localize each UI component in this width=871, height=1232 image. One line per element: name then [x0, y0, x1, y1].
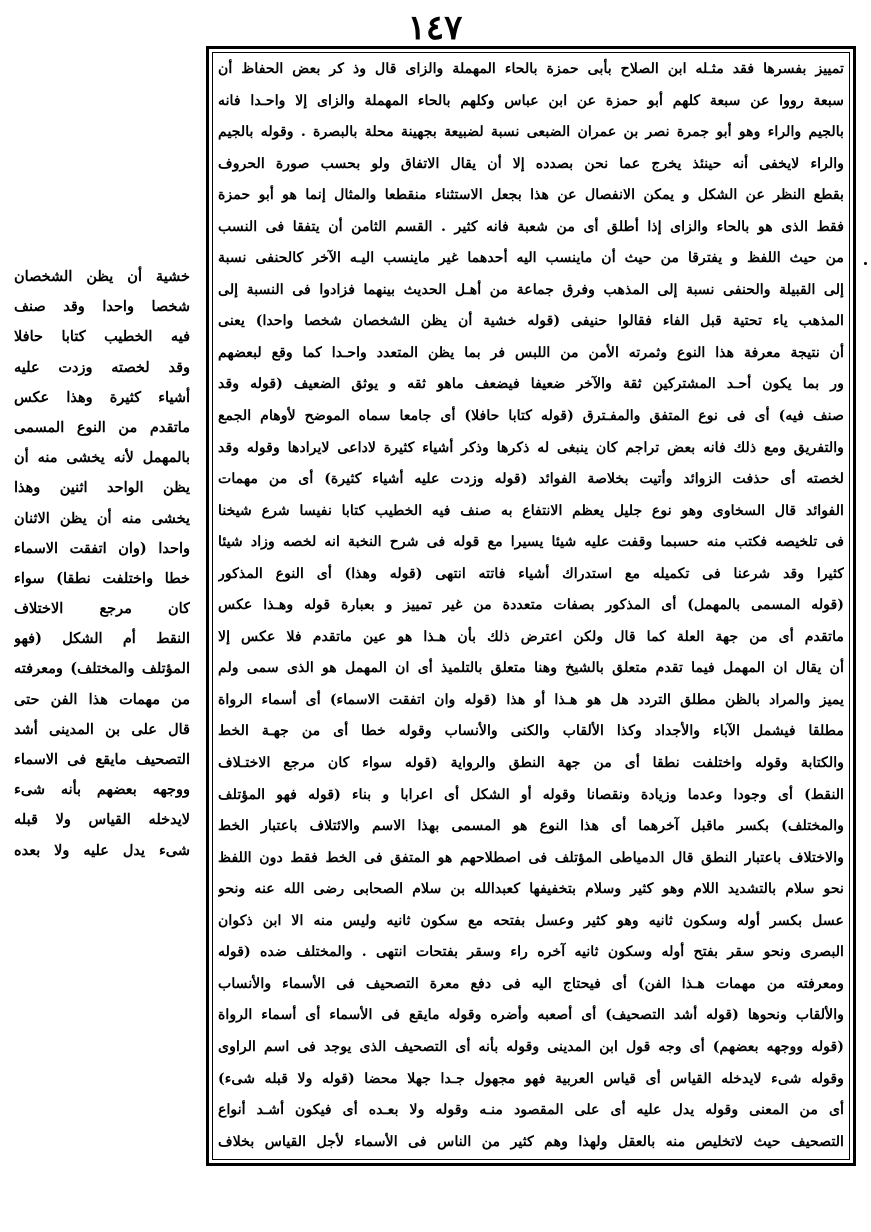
main-text-line: صنف فيه) أى فى نوع المتفق والمفـترق (قوله كتابا حافلا) أى جامعا سماه الموضح لأوهام الجمع [218, 408, 844, 425]
margin-matn-text [14, 262, 190, 866]
main-text-line: المذهب ياء تحتية قبل الفاء فقالوا حنيفى (قوله خشية أن يظن الشخصان شخصا واحدا) يعنى [218, 313, 844, 330]
main-text-line: سبعة رووا عن سبعة كلهم أبو حمزة عن ابن عباس وكلهم بالحاء المهملة والزاى إلا واحـدا فانه [218, 92, 844, 109]
main-text-line: كثيرا وقد شرعنا فى تكميله مع استدراك أشياء فاتته انتهى (قوله وهذا) أى النوع المذكور [218, 565, 844, 582]
main-text-line: أى من المعنى وقوله يدل عليه أى على المقصود منـه وقوله ولا بعـده أى فيكون أشـد أنواع [218, 1102, 844, 1119]
margin-text-line: يخشى منه أن يظن الاثنان [14, 509, 190, 527]
margin-text-line: قال على بن المدينى أشد [14, 720, 190, 738]
margin-text-line: خطا واختلفت نطقا) سواء [14, 569, 190, 587]
main-text-line: ور بما يكون أحـد المشتركين ثقة والآخر ضعيفا فيضعف ماهو ثقه و يوثق الضعيف (قوله وقد [218, 376, 844, 393]
main-text-line: والاختلاف باعتبار النطق قال الدمياطى المؤتلف فى اصطلاحهم هو المتفق فى الخط فقط دون اللفظ [218, 849, 844, 866]
margin-text-line: فيه الخطيب كتابا حافلا [14, 328, 190, 346]
main-text-line: إلى القبيلة والحنفى نسبة إلى المذهب وفرق جماعة من أهـل الحديث بينهما فزادوا فى النسبة إلى [218, 281, 844, 298]
main-text-line: والألقاب ونحوها (قوله أشد التصحيف) أى أصعبه وأضره وقوله مايقع فى الأسماء أى أسماء الرواة [218, 1007, 844, 1024]
main-text-line: فى تلخيصه فكتب منه حسبما وقفت عليه شيئا يسيرا مع قوله فى شرح النخبة انه لخصه وزاد شيئا [218, 534, 844, 551]
main-text-line: ومعرفته من مهمات هـذا الفن) أى فيحتاج اليه فى دفع معرة التصحيف فى الأسماء والأنساب [218, 975, 844, 992]
margin-text-line: وقد لخصته وزدت عليه [14, 358, 190, 376]
main-text-line: أن يقال ان المهمل فيما تقدم متعلق بالشيخ وهنا متعلق بالتلميذ أى ان المهمل هو الذى سمى ولم [218, 660, 844, 677]
main-text-line: يميز والمراد بالظن مطلق التردد هل هو هـذا أو هذا (قوله وان اتفقت الاسماء) أى أسماء الرواة [218, 691, 844, 708]
main-text-line: والكتابة وقوله واختلفت نطقا أى من جهة النطق والرواية (قوله سواء كان مرجع الاختـلاف [218, 755, 844, 772]
margin-text-line: من مهمات هذا الفن حتى [14, 690, 190, 708]
main-text-line: أن نتيجة معرفة هذا النوع وثمرته الأمن من اللبس فر بما يظن المتعدد واحـدا كما وقع لبعضهم [218, 344, 844, 361]
main-text-line: من حيث اللفظ و يفترقا من حيث أن ماينسب اليه أحدهما غير ماينسب اليـه الآخر كالحنفى نسبة [218, 250, 844, 267]
main-text-line: بالجيم والراء وهو أبو جمرة نصر بن عمران الضبعى نسبة لضبيعة بجهينة محلة بالبصرة . وقوله بالجيم [218, 124, 844, 141]
main-text-line: وقوله شىء لايدخله القياس أى قياس العربية فهو مجهول جـدا جهلا محضا (قوله ولا قبله شىء) [218, 1070, 844, 1087]
margin-text-line: النقط أم الشكل (فهو [14, 630, 190, 648]
main-text-line: ماتقدم أى من جهة العلة كما قال ولكن اعترض ذلك بأن هـذا هو عين ماتقدم فلا عكس إلا [218, 628, 844, 645]
margin-text-line: شىء يدل عليه ولا بعده [14, 841, 190, 859]
margin-text-line: واحدا (وان اتفقت الاسماء [14, 539, 190, 557]
margin-text-line: المؤتلف والمختلف) ومعرفته [14, 660, 190, 678]
margin-text-line: أشياء كثيرة وهذا عكس [14, 388, 190, 406]
page-speck [864, 262, 867, 265]
main-text-line: والمختلف) بكسر ماقبل آخرهما أى هذا النوع هو المسمى بهذا الاسم والائتلاف باعتبار الخط [218, 818, 844, 835]
margin-text-line: كان مرجع الاختلاف [14, 600, 190, 618]
margin-text-line: التصحيف مايقع فى الاسماء [14, 751, 190, 768]
main-text-line: الفوائد قال السخاوى وهو نوع جليل يعظم الانتفاع به صنف فيه الخطيب كتابا نفيسا شرع شيخنا [218, 502, 844, 519]
margin-text-line: لايدخله القياس ولا قبله [14, 811, 190, 829]
main-text-line: التصحيف حيث لاتخليص منه بالعقل ولهذا وهم كثير من الناس فى الأسماء لأجل القياس بخلاف [218, 1133, 844, 1150]
main-text-line: عسل بكسر أوله وسكون ثانيه وهو كثير وعسل بفتحه مع سكون ثانيه وليس منه الا ابن ذكوان [218, 912, 844, 929]
main-text-line: بقطع النظر عن الشكل و يمكن الانفصال عن هذا بجعل الاستثناء منقطعا والمثال إنما هو أبو حمزة [218, 187, 844, 204]
main-text-line: والراء لايخفى أنه حينئذ يخرج عما نحن بصدده إلا أن يقال الاتفاق ولو بحسب صورة الحروف [218, 155, 844, 172]
main-text-line: والتفريق ومع ذلك فانه بعض تراجم كان ينبغى له ذكرها وذكر أشياء كثيرة لاداعى لايرادها وقوله وقد [218, 439, 844, 456]
main-text-line: تمييز بفسرها فقد مثـله ابن الصلاح بأبى حمزة بالحاء المهملة والزاى قال وذ كر بعض الحفاظ أن [218, 61, 844, 77]
page-number: ١٤٧ [407, 8, 463, 48]
margin-text-line: ماتقدم من النوع المسمى [14, 418, 190, 436]
margin-text-line: يظن الواحد اثنين وهذا [14, 479, 190, 497]
main-text-line: نحو سلام بالتشديد اللام وهو كثير وسلام بتخفيفها كعبدالله بن سلام الصحابى رضى الله عنه ونحو [218, 881, 844, 898]
main-text-line: (قوله المسمى بالمهمل) أى المذكور بصفات متعددة من غير تمييز و بعبارة قوله وهـذا عكس [218, 597, 844, 614]
margin-text-line: خشية أن يظن الشخصان [14, 268, 190, 285]
margin-text-line: بالمهمل لأنه يخشى منه أن [14, 449, 190, 467]
main-commentary-text [218, 54, 844, 1158]
margin-text-line: شخصا واحدا وقد صنف [14, 298, 190, 316]
margin-text-line: ووجهه بعضهم بأنه شىء [14, 781, 190, 799]
main-text-line: فقط الذى هو بالحاء والزاى إذا أطلق أى من شعبة فانه كثير . القسم الثامن أن يتفقا فى النسب [218, 218, 844, 235]
main-text-line: البصرى ونحو سقر بفتح أوله وسكون ثانيه آخره راء وسقر بفتحات انتهى . والمختلف ضده (قوله [218, 944, 844, 961]
main-text-line: (قوله ووجهه بعضهم) أى وجه قول ابن المدينى وقوله بأنه أى التصحيف الذى يوجد فى اسم الراوى [218, 1038, 844, 1055]
main-text-line: لخصته أى حذفت الزوائد وأتيت بخلاصة الفوائد (قوله وزدت عليه أشياء كثيرة) أى من مهمات [218, 471, 844, 488]
main-text-line: مطلقا فيشمل الآباء والأجداد وكذا الألقاب والكنى والأنساب وقوله خطا أى من جهـة الخط [218, 723, 844, 740]
main-text-line: النقط) أى وجودا وعدما وزيادة ونقصانا وقوله أو الشكل أى اعرابا و بناء (قوله فهو المؤتلف [218, 786, 844, 803]
